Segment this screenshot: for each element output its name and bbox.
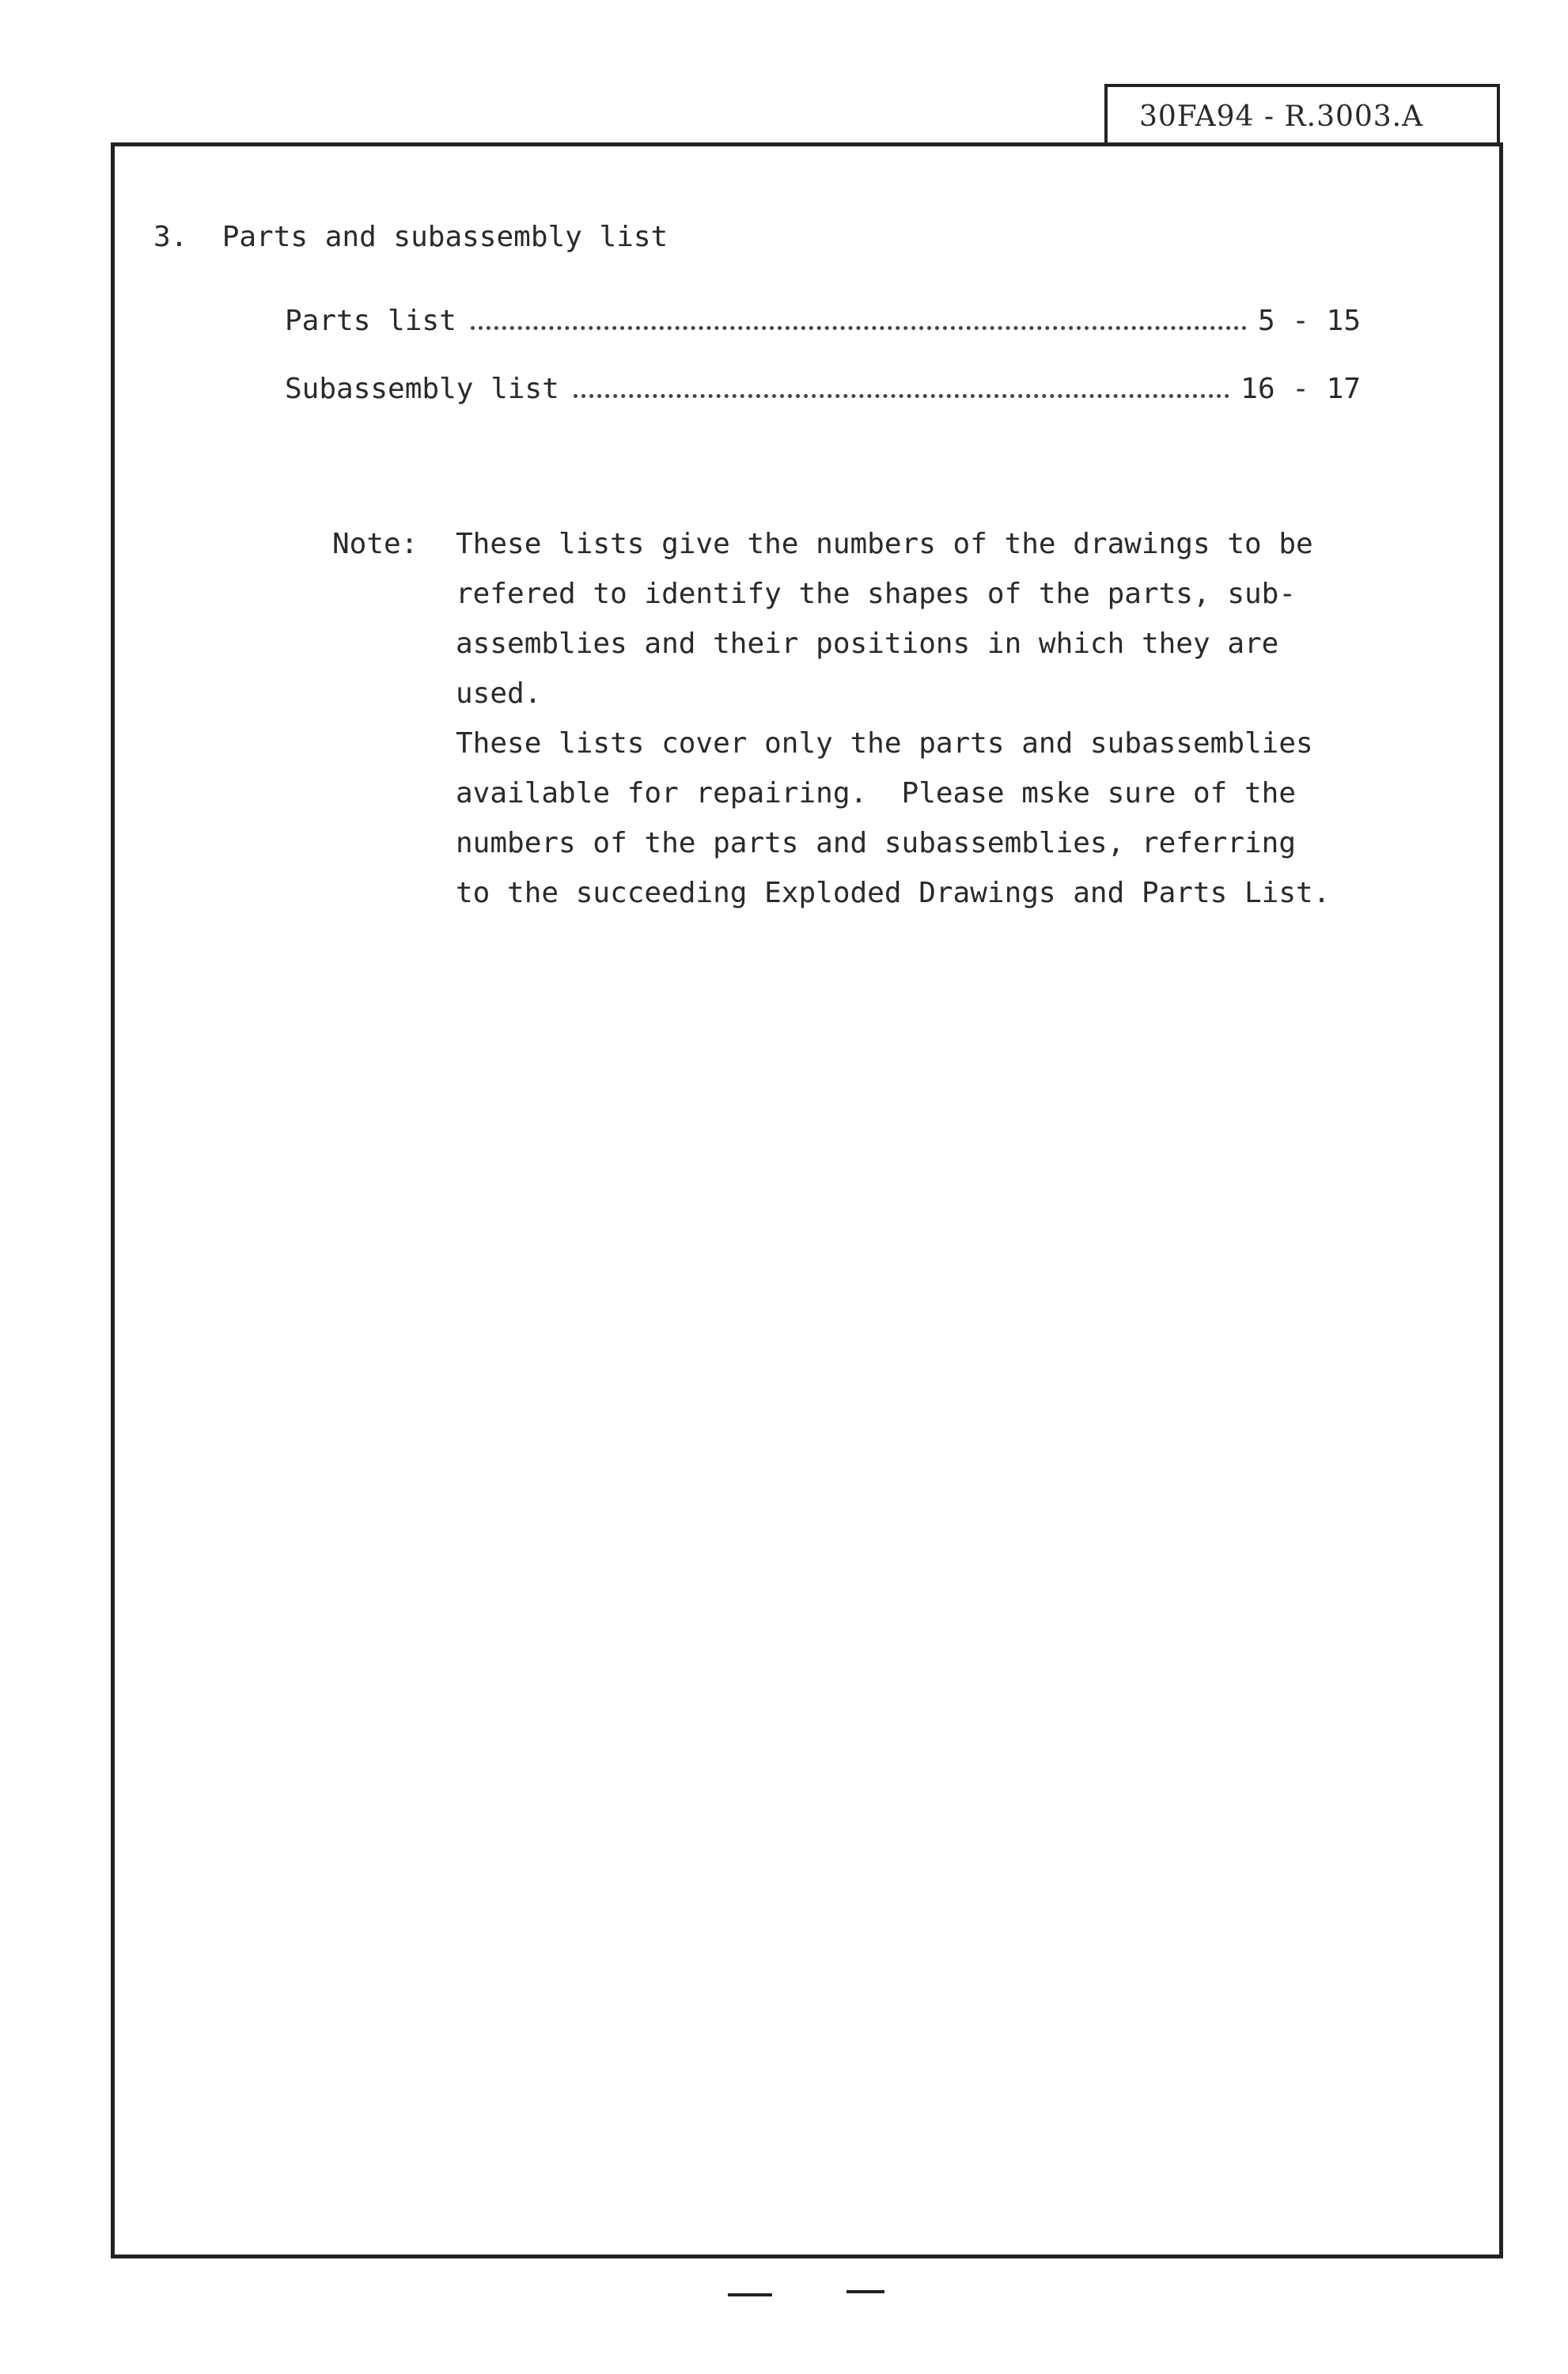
document-code: 30FA94 - R.3003.A xyxy=(1139,100,1424,133)
toc-entry-subassembly-list xyxy=(285,366,1361,413)
note-label: Note: xyxy=(332,528,419,560)
toc-entry-label: Parts list xyxy=(285,305,456,337)
dot-leader xyxy=(574,394,1230,398)
toc-entry-parts-list xyxy=(285,298,1361,345)
note-line: to the succeeding Exploded Drawings and Parts List. xyxy=(456,877,1331,909)
page-frame xyxy=(111,142,1503,2258)
toc-entry-pages: 16 - 17 xyxy=(1240,373,1361,405)
note-body xyxy=(456,519,1437,918)
section-title: 3. Parts and subassembly list xyxy=(153,221,668,253)
dot-leader xyxy=(471,326,1247,330)
toc-entry-label: Subassembly list xyxy=(285,373,559,405)
note-line: used. xyxy=(456,677,542,710)
note-line: available for repairing. Please mske sure of the xyxy=(456,777,1297,810)
note-line: These lists give the numbers of the drawings to be xyxy=(456,528,1313,560)
note-line: assemblies and their positions in which they are xyxy=(456,628,1279,660)
note-line: These lists cover only the parts and subassemblies xyxy=(456,727,1313,760)
note-line: refered to identify the shapes of the parts, sub- xyxy=(456,578,1297,610)
document-code-box xyxy=(1104,84,1500,144)
page-marker-dash-right xyxy=(846,2290,884,2293)
toc-entry-pages: 5 - 15 xyxy=(1257,305,1361,337)
page-marker-dash-left xyxy=(728,2293,772,2296)
note-line: numbers of the parts and subassemblies, referring xyxy=(456,827,1297,859)
table-of-contents xyxy=(285,298,1361,434)
